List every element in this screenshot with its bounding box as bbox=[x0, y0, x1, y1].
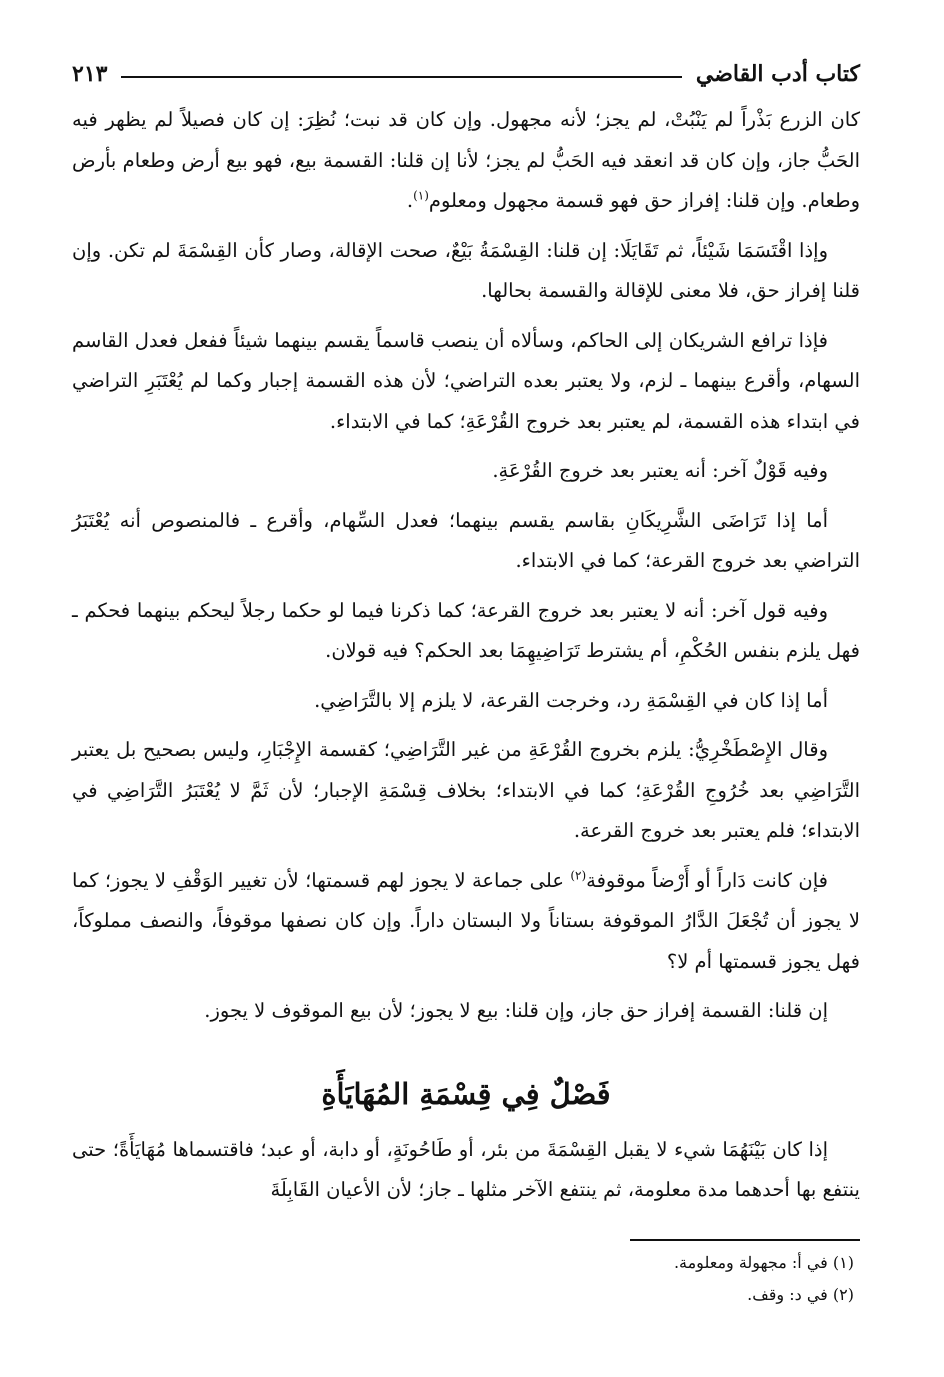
paragraph-7: أما إذا كان في القِسْمَةِ رد، وخرجت القرعة، لا يلزم إلا بالتَّرَاضِي. bbox=[314, 688, 828, 712]
page-header bbox=[72, 52, 860, 96]
footnote-2: (٢) في د: وقف. bbox=[747, 1284, 854, 1304]
footnote-separator bbox=[630, 1239, 860, 1241]
footnote-1: (١) في أ: مجهولة ومعلومة. bbox=[673, 1252, 854, 1272]
paragraph-1 bbox=[72, 100, 860, 222]
paragraph-tail: . bbox=[406, 189, 414, 212]
header-rule bbox=[121, 76, 681, 78]
paragraph-text: فإن كانت دَاراً أو أَرْضاً موقوفة bbox=[586, 868, 828, 892]
paragraph-4: وفيه قَوْلٌ آخر: أنه يعتبر بعد خروج القُرْعَةِ. bbox=[492, 459, 828, 482]
footnote-ref-2[interactable]: (٢) bbox=[570, 868, 587, 882]
paragraph-tail: على جماعة لا يجوز لهم قسمتها؛ لأن تغيير الوَقْفِ لا يجوز؛ كما لا يجوز أن تُجْعَلَ الدَّارُ الموقوفة بستاناً ولا البستان داراً. وإن كان نصفها موقوفاً، والنصف مملوكاً، فهل يجوز قسمتها أم لا؟ bbox=[72, 868, 860, 973]
running-title: كتاب أدب القاضي bbox=[695, 61, 860, 87]
footnotes bbox=[72, 1247, 860, 1311]
paragraph-2: وإذا اقْتَسَمَا شَيْئاً، ثم تَقَايَلَا: إن قلنا: القِسْمَةُ بَيْعٌ، صحت الإقالة، وصار كأن القِسْمَةَ لم تكن. وإن قلنا إفراز حق، فلا معنى للإقالة والقسمة بحالها. bbox=[72, 238, 860, 302]
paragraph-5: أما إذا تَرَاضَى الشَّرِيكَانِ بقاسم يقسم بينهما؛ فعدل السِّهام، وأقرع ـ فالمنصوص أنه يُعْتَبَرُ التراضي بعد خروج القرعة؛ كما في الابتداء. bbox=[72, 508, 860, 572]
paragraph-9 bbox=[72, 861, 860, 983]
section-heading: فَصْلٌ فِي قِسْمَةِ المُهَايَأَةِ bbox=[321, 1076, 611, 1111]
paragraph-10: إن قلنا: القسمة إفراز حق جاز، وإن قلنا: بيع لا يجوز؛ لأن بيع الموقوف لا يجوز. bbox=[204, 999, 828, 1022]
paragraph-6: وفيه قول آخر: أنه لا يعتبر بعد خروج القرعة؛ كما ذكرنا فيما لو حكما رجلاً ليحكم بينهما فحكم ـ فهل يلزم بنفس الحُكْمِ، أم يشترط تَرَاضِيهِمَا بعد الحكم؟ فيه قولان. bbox=[72, 598, 860, 662]
paragraph-8: وقال الإِصْطَخْرِيُّ: يلزم بخروج القُرْعَةِ من غير التَّرَاضِي؛ كقسمة الإِجْبَارِ، وليس بصحيح بل يعتبر التَّرَاضِي بعد خُرُوجِ القُرْعَةِ؛ كما في الابتداء؛ بخلاف قِسْمَةِ الإجبار؛ لأن ثَمَّ لا يُعْتَبَرُ التَّرَاضِي في الابتداء؛ فلم يعتبر بعد خروج القرعة. bbox=[72, 738, 860, 842]
footnote-ref-1[interactable]: (١) bbox=[413, 188, 429, 203]
paragraph-3: فإذا ترافع الشريكان إلى الحاكم، وسألاه أن ينصب قاسماً يقسم بينهما شيئاً ففعل فعدل القاسم السهام، وأقرع بينهما ـ لزم، ولا يعتبر بعده التراضي؛ لأن هذه القسمة إجبار وكما لم يُعْتَبَرِ التراضي في ابتداء هذه القسمة، لم يعتبر بعد خروج القُرْعَةِ؛ كما في الابتداء. bbox=[72, 328, 860, 433]
body-text bbox=[72, 100, 860, 1211]
page-number: ٢١٣ bbox=[72, 61, 108, 87]
paragraph-text: كان الزرع بَذْراً لم يَنْبُتْ، لم يجز؛ لأنه مجهول. وإن كان قد نبت؛ نُظِرَ: إن كان فصيلاً لم يظهر فيه الحَبُّ جاز، وإن كان قد انعقد فيه الحَبُّ لم يجز؛ لأنا إن قلنا: القسمة بيع، فهو بيع أرض وطعام بأرض وطعام. وإن قلنا: إفراز حق فهو قسمة مجهول ومعلوم bbox=[72, 108, 860, 212]
section-paragraph: إذا كان بَيْنَهُمَا شيء لا يقبل القِسْمَةَ من بئر، أو طَاحُونَةٍ، أو دابة، أو عبد؛ فاقتسماها مُهَايَأَةً؛ حتى ينتفع بها أحدهما مدة معلومة، ثم ينتفع الآخر مثلها ـ جاز؛ لأن الأعيان القَابِلَةَ bbox=[72, 1137, 860, 1201]
